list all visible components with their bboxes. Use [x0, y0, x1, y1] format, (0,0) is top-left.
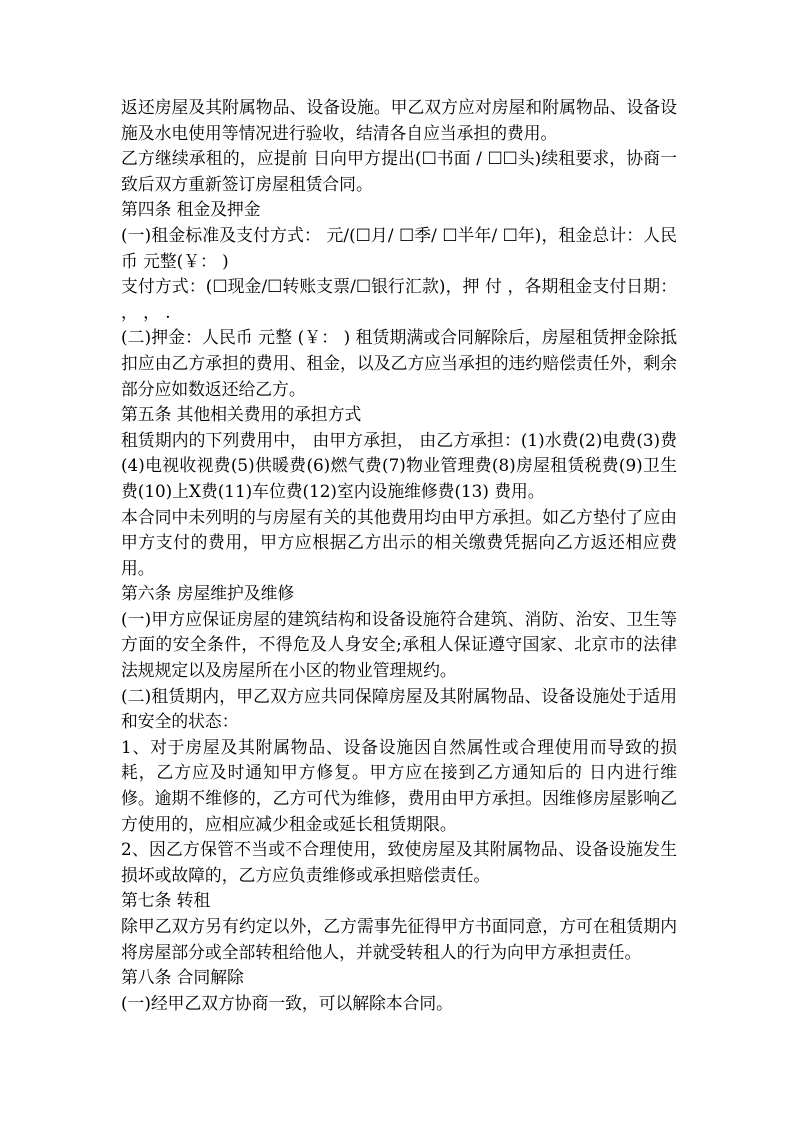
paragraph-renewal: 乙方继续承租的，应提前 日向甲方提出(☐书面 / ☐☐头)续租要求，协商一致后双方重新签订房屋租赁合同。 — [121, 148, 677, 194]
heading-article-8: 第八条 合同解除 — [121, 967, 244, 988]
heading-article-7: 第七条 转租 — [121, 890, 211, 911]
paragraph-rent-standard: (一)租金标准及支付方式： 元/(☐月/ ☐季/ ☐半年/ ☐年)，租金总计：人民币 元整(￥： ) — [121, 224, 677, 271]
paragraph-sublease: 除甲乙双方另有约定以外，乙方需事先征得甲方书面同意，方可在租赁期内将房屋部分或全部转租给他人，并就受转租人的行为向甲方承担责任。 — [121, 916, 677, 962]
heading-article-6: 第六条 房屋维护及维修 — [121, 583, 295, 604]
paragraph-return-property: 返还房屋及其附属物品、设备设施。甲乙双方应对房屋和附属物品、设备设施及水电使用等情况进行验收，结清各自应当承担的费用。 — [121, 97, 677, 143]
paragraph-maintenance-2: 2、因乙方保管不当或不合理使用，致使房屋及其附属物品、设备设施发生损坏或故障的，乙方应负责维修或承担赔偿责任。 — [121, 839, 677, 885]
paragraph-other-fees: 本合同中未列明的与房屋有关的其他费用均由甲方承担。如乙方垫付了应由甲方支付的费用，甲方应根据乙方出示的相关缴费凭据向乙方返还相应费用。 — [121, 506, 677, 578]
paragraph-fees-list: 租赁期内的下列费用中， 由甲方承担， 由乙方承担：(1)水费(2)电费(3)费(4)电视收视费(5)供暖费(6)燃气费(7)物业管理费(8)房屋租赁税费(9)卫生费(10)上X费(11)车位费(12)室内设施维修费(13) 费用。 — [121, 429, 677, 501]
paragraph-termination-1: (一)经甲乙双方协商一致，可以解除本合同。 — [121, 992, 453, 1013]
heading-article-5: 第五条 其他相关费用的承担方式 — [121, 404, 362, 425]
paragraph-maintenance-intro: (二)租赁期内，甲乙双方应共同保障房屋及其附属物品、设备设施处于适用和安全的状态： — [121, 685, 677, 732]
paragraph-safety: (一)甲方应保证房屋的建筑结构和设备设施符合建筑、消防、治安、卫生等方面的安全条件，不得危及人身安全;承租人保证遵守国家、北京市的法律法规规定以及房屋所在小区的物业管理规约。 — [121, 608, 677, 681]
heading-article-4: 第四条 租金及押金 — [121, 199, 261, 220]
contract-page — [121, 95, 677, 1016]
paragraph-maintenance-1: 1、对于房屋及其附属物品、设备设施因自然属性或合理使用而导致的损耗，乙方应及时通知甲方修复。甲方应在接到乙方通知后的 日内进行维修。逾期不维修的，乙方可代为维修，费用由甲方承担。因维修房屋影响乙方使用的，应相应减少租金或延长租赁期限。 — [121, 736, 677, 834]
paragraph-payment-method: 支付方式：(☐现金/☐转账支票/☐银行汇款)，押 付 ，各期租金支付日期： ， ， . — [121, 276, 677, 322]
paragraph-deposit: (二)押金：人民币 元整 (￥： ) 租赁期满或合同解除后，房屋租赁押金除抵扣应由乙方承担的费用、租金，以及乙方应当承担的违约赔偿责任外，剩余部分应如数返还给乙方。 — [121, 327, 677, 399]
